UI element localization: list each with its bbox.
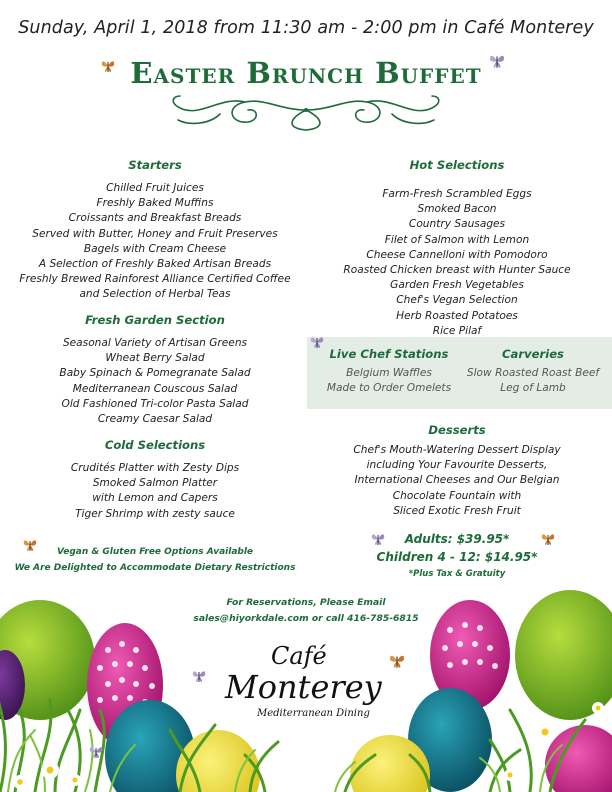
menu-item: with Lemon and Capers (92, 492, 218, 505)
butterfly-icon (191, 668, 207, 684)
butterfly-icon (540, 531, 556, 547)
menu-item: Made to Order Omelets (326, 382, 452, 394)
daisy-flower (592, 702, 604, 714)
dietary-line: We Are Delighted to Accommodate Dietary Restrictions (14, 562, 296, 573)
reservations-line: For Reservations, Please Email (226, 597, 386, 608)
cafe-monterey-logo (215, 638, 397, 720)
menu-item: including Your Favourite Desserts, (366, 459, 548, 472)
section-heading: Live Chef Stations (329, 347, 449, 361)
daisy-flower (536, 723, 554, 741)
section-heading: Cold Selections (104, 438, 206, 452)
easter-egg (515, 590, 612, 720)
live-chef-section (314, 347, 464, 396)
section-heading: Hot Selections (409, 158, 505, 172)
menu-item: Sliced Exotic Fresh Fruit (393, 504, 521, 517)
menu-item: Smoked Bacon (417, 203, 497, 216)
adult-price: Adults: $39.95* (404, 532, 510, 546)
menu-item: Cheese Cannelloni with Pomodoro (366, 248, 548, 261)
desserts-section (312, 423, 602, 519)
menu-item: Old Fashioned Tri-color Pasta Salad (61, 397, 249, 410)
menu-item: Garden Fresh Vegetables (390, 279, 524, 292)
carveries-section (458, 347, 608, 396)
menu-item: Freshly Baked Muffins (96, 197, 214, 210)
daisy-flower (41, 761, 59, 779)
reservations-block (160, 595, 452, 626)
menu-item: Mediterranean Couscous Salad (72, 382, 238, 395)
cold-section (10, 438, 300, 522)
butterfly-icon (100, 58, 116, 74)
logo-name-line2: Monterey (225, 668, 382, 706)
dietary-line: Vegan & Gluten Free Options Available (56, 547, 254, 557)
starters-section (10, 158, 300, 303)
menu-item: Served with Butter, Honey and Fruit Preserves (32, 227, 278, 240)
logo-tagline: Mediterranean Dining (257, 708, 370, 719)
section-heading: Carveries (502, 347, 564, 361)
menu-item: Chef's Mouth-Watering Dessert Display (353, 444, 561, 456)
menu-item: Leg of Lamb (500, 382, 566, 394)
menu-item: Wheat Berry Salad (105, 352, 205, 365)
menu-item: A Selection of Freshly Baked Artisan Breads (38, 258, 272, 271)
daisy-flower (504, 769, 516, 781)
menu-item: Farm-Fresh Scrambled Eggs (382, 188, 532, 200)
menu-item: Country Sausages (408, 218, 506, 231)
menu-item: Smoked Salmon Platter (92, 477, 218, 490)
menu-item: Herb Roasted Potatoes (396, 309, 518, 322)
menu-item: Baby Spinach & Pomegranate Salad (59, 367, 251, 380)
menu-item: Slow Roasted Roast Beef (466, 367, 600, 379)
menu-item: Creamy Caesar Salad (97, 413, 213, 426)
menu-item: Croissants and Breakfast Breads (68, 212, 242, 225)
menu-item: and Selection of Herbal Teas (79, 288, 231, 301)
butterfly-icon (388, 652, 406, 670)
hot-section (312, 158, 602, 339)
easter-egg (545, 725, 612, 792)
event-date-line: Sunday, April 1, 2018 from 11:30 am - 2:00 pm in Café Monterey (18, 18, 594, 38)
menu-item: Roasted Chicken breast with Hunter Sauce (343, 264, 571, 277)
menu-item: Freshly Brewed Rainforest Alliance Certified Coffee (19, 273, 291, 286)
section-heading: Starters (128, 158, 182, 172)
logo-name-line1: Café (271, 642, 327, 670)
menu-item: Crudités Platter with Zesty Dips (70, 462, 240, 474)
menu-item: Chilled Fruit Juices (106, 182, 204, 194)
tax-note: *Plus Tax & Gratuity (408, 569, 506, 579)
menu-item: Chef's Vegan Selection (396, 294, 518, 307)
menu-item: Filet of Salmon with Lemon (384, 233, 530, 246)
section-heading: Fresh Garden Section (85, 313, 225, 327)
menu-item: Seasonal Variety of Artisan Greens (62, 337, 248, 349)
menu-item: International Cheeses and Our Belgian (354, 474, 560, 487)
butterfly-icon (370, 531, 386, 547)
menu-item: Chocolate Fountain with (392, 489, 522, 502)
reservations-contact[interactable]: sales@hiyorkdale.com or call 416-785-6815 (193, 612, 419, 624)
daisy-flower (13, 775, 27, 789)
butterfly-icon (88, 744, 104, 760)
child-price: Children 4 - 12: $14.95* (376, 550, 538, 564)
menu-item: Rice Pilaf (432, 324, 482, 337)
menu-item: Tiger Shrimp with zesty sauce (75, 507, 235, 520)
garden-section (10, 313, 300, 427)
butterfly-icon (488, 52, 506, 70)
page-title: Easter Brunch Buffet (130, 56, 482, 90)
butterfly-icon (22, 537, 38, 553)
swirl-ornament-icon (160, 88, 452, 138)
menu-item: Bagels with Cream Cheese (83, 242, 227, 255)
daisy-flower (69, 774, 81, 786)
menu-item: Belgium Waffles (346, 367, 432, 379)
section-heading: Desserts (428, 423, 486, 437)
